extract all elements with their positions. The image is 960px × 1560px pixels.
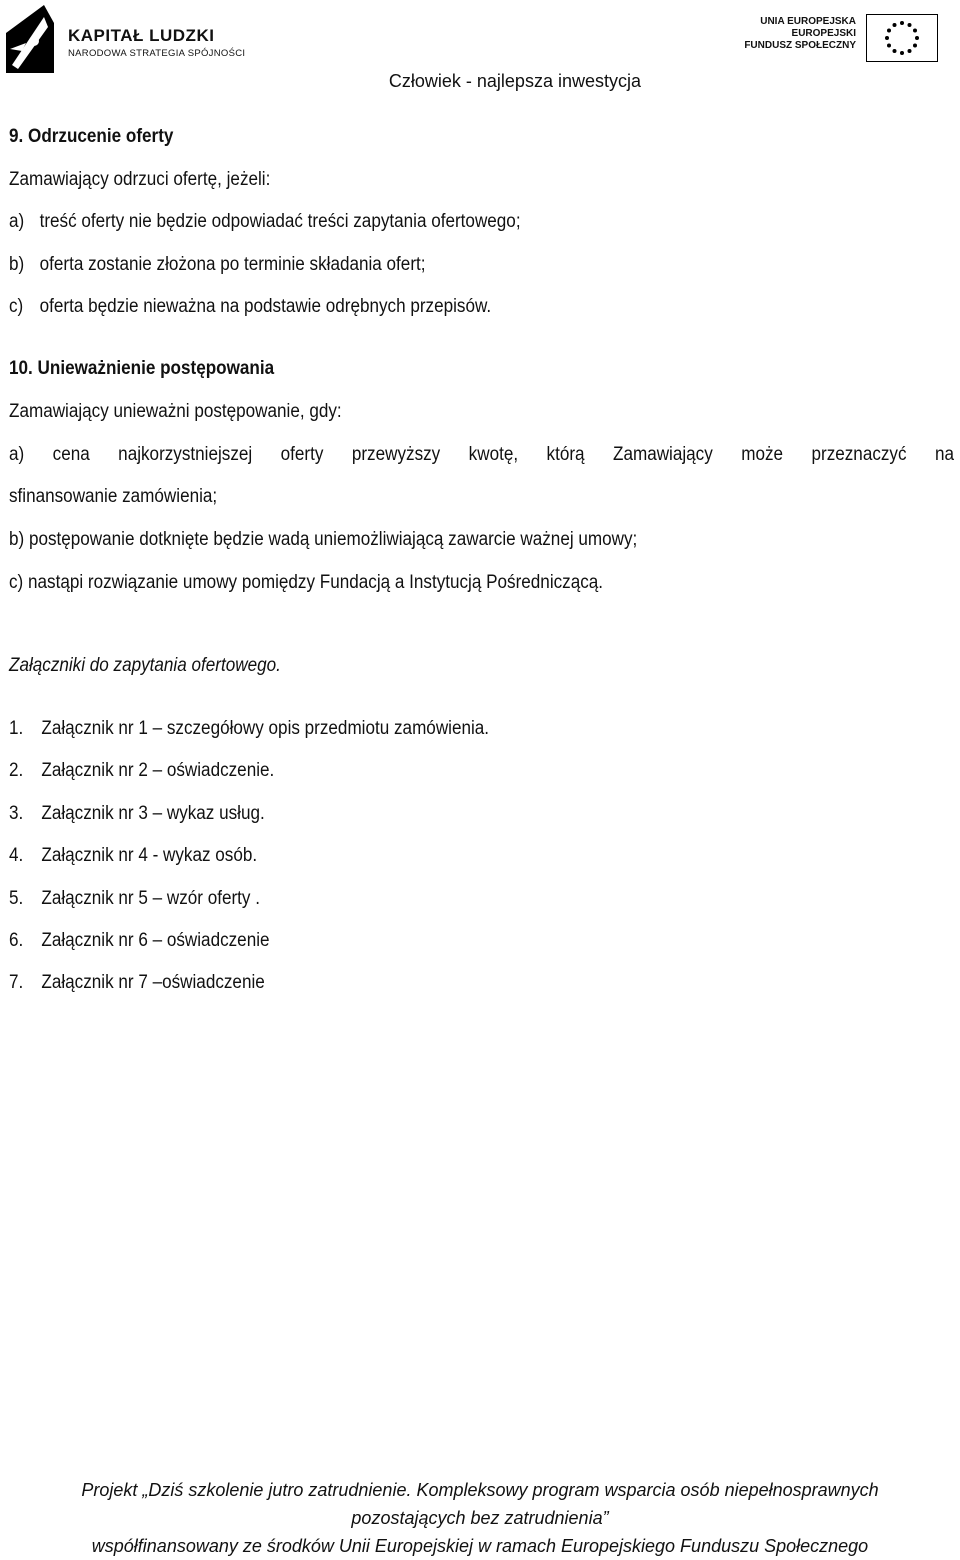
- footer-line: pozostających bez zatrudnienia”: [351, 1508, 609, 1528]
- page-header: [0, 0, 960, 100]
- section-9-heading: 9. Odrzucenie oferty: [9, 126, 174, 147]
- logo-subtitle: NARODOWA STRATEGIA SPÓJNOŚCI: [68, 48, 246, 59]
- page-footer: [0, 1476, 960, 1560]
- section-10-item-a-line-2: sfinansowanie zamówienia;: [9, 486, 218, 507]
- section-10-item-a-line-1: a) cena najkorzystniejszej oferty przewyższy kwotę, którą Zamawiający może przeznaczyć na: [9, 444, 954, 465]
- eu-line: EUROPEJSKI: [791, 28, 856, 39]
- footer-line: Projekt „Dziś szkolenie jutro zatrudnienie. Kompleksowy program wsparcia osób niepełnosprawnych: [81, 1480, 879, 1500]
- eu-line: FUNDUSZ SPOŁECZNY: [744, 40, 856, 51]
- section-9-intro: Zamawiający odrzuci ofertę, jeżeli:: [9, 169, 271, 190]
- eu-flag-icon: [866, 14, 938, 62]
- section-9-item-a: a) treść oferty nie będzie odpowiadać treści zapytania ofertowego;: [9, 211, 521, 232]
- logo-title: KAPITAŁ LUDZKI: [68, 26, 215, 45]
- attachment-item: 6. Załącznik nr 6 – oświadczenie: [9, 930, 270, 951]
- kapital-ludzki-logo: [4, 3, 56, 75]
- motto: Człowiek - najlepsza inwestycja: [388, 71, 641, 91]
- attachment-item: 4. Załącznik nr 4 - wykaz osób.: [9, 845, 258, 866]
- attachment-item: 2. Załącznik nr 2 – oświadczenie.: [9, 760, 275, 781]
- section-10-intro: Zamawiający unieważni postępowanie, gdy:: [9, 401, 342, 422]
- footer-line: współfinansowany ze środków Unii Europejskiej w ramach Europejskiego Funduszu Społecznego: [91, 1536, 869, 1556]
- attachment-item: 5. Załącznik nr 5 – wzór oferty .: [9, 888, 260, 909]
- section-9-item-b: b) oferta zostanie złożona po terminie składania ofert;: [9, 254, 426, 275]
- attachment-item: 7. Załącznik nr 7 –oświadczenie: [9, 972, 265, 993]
- section-9-item-c: c) oferta będzie nieważna na podstawie odrębnych przepisów.: [9, 296, 492, 317]
- section-10-heading: 10. Unieważnienie postępowania: [9, 358, 275, 379]
- attachment-item: 3. Załącznik nr 3 – wykaz usług.: [9, 803, 265, 824]
- section-10-item-b: b) postępowanie dotknięte będzie wadą uniemożliwiającą zawarcie ważnej umowy;: [9, 529, 638, 550]
- attachments-heading: Załączniki do zapytania ofertowego.: [9, 655, 281, 676]
- eu-text-block: [744, 16, 856, 52]
- eu-line: UNIA EUROPEJSKA: [760, 16, 856, 27]
- attachment-item: 1. Załącznik nr 1 – szczegółowy opis przedmiotu zamówienia.: [9, 718, 490, 739]
- section-10-item-c: c) nastąpi rozwiązanie umowy pomiędzy Fundacją a Instytucją Pośredniczącą.: [9, 572, 604, 593]
